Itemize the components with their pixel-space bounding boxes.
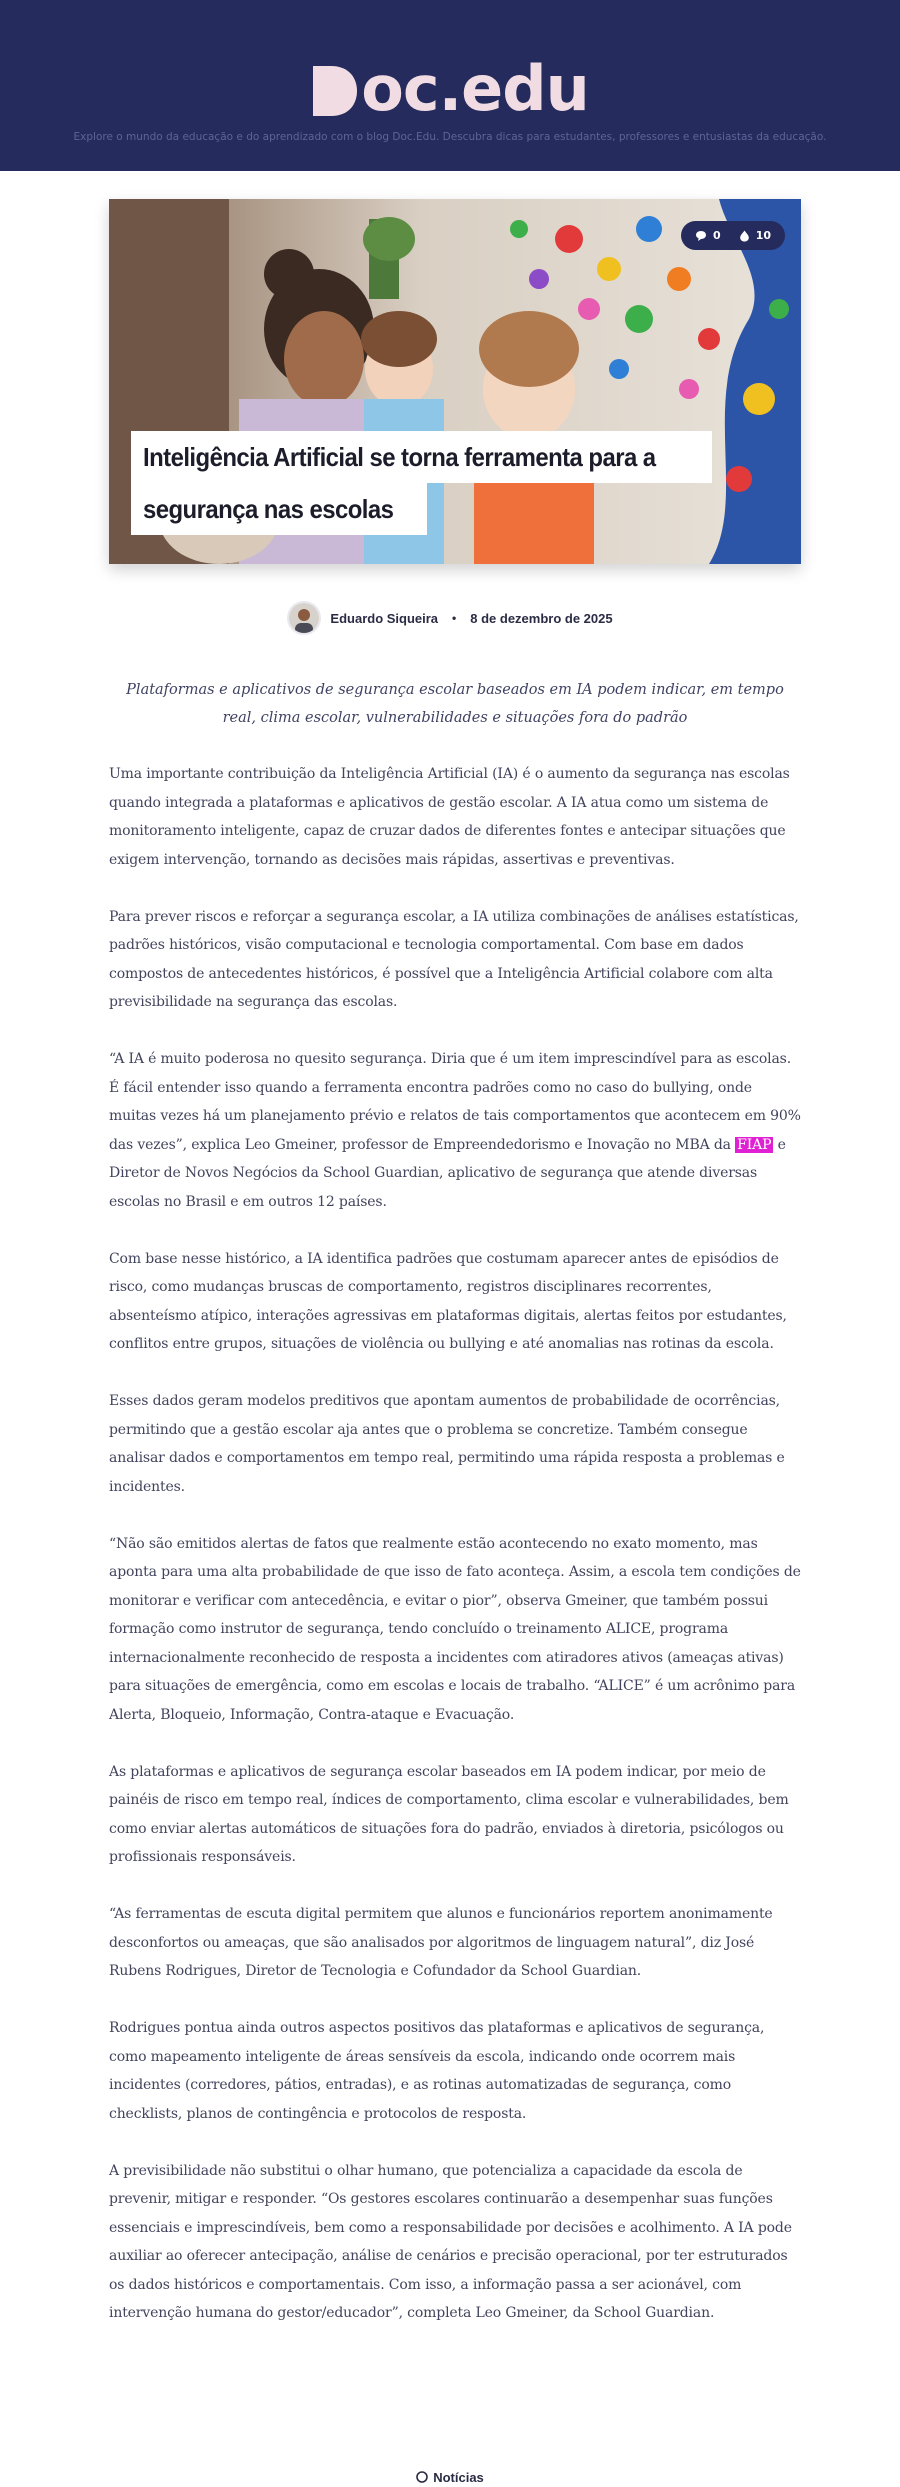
likes-count: 10 (755, 229, 771, 242)
article-meta (0, 600, 900, 636)
author-avatar[interactable] (287, 601, 321, 635)
paragraph: Para prever riscos e reforçar a segurança escolar, a IA utiliza combinações de análises estatísticas, padrões históricos, visão computacional e tecnologia comportamental. Com base em dados compostos de antecedentes históricos, é possível que a Inteligência Artificial colabore com alta previsibilidade na segurança das escolas. (109, 908, 799, 1010)
article-title (131, 431, 731, 535)
article-body (109, 760, 801, 2356)
paragraph: A previsibilidade não substitui o olhar humano, que potencializa a capacidade da escola de prevenir, mitigar e responder. “Os gestores escolares continuarão a desempenhar suas funções essenciais e imprescindíveis, bem como a responsabilidade por decisões e acolhimento. A IA pode auxiliar ao oferecer antecipação, análise de cenários e precisão operacional, por ter estruturados os dados históricos e comportamentais. Com isso, a informação passa a ser acionável, com intervenção humana do gestor/educador”, completa Leo Gmeiner, da School Guardian. (109, 2162, 792, 2321)
highlighted-term: FIAP (737, 1136, 772, 1153)
paragraph: “Não são emitidos alertas de fatos que realmente estão acontecendo no exato momento, mas aponta para uma alta probabilidade de que isso de fato aconteça. Assim, a escola tem condições de monitorar e verificar com antecedência, e evitar o pior”, observa Gmeiner, que também possui formação como instrutor de segurança, tendo concluído o treinamento ALICE, programa internacionalmente reconhecido de resposta a incidentes com atiradores ativos (ameaças ativas) para situações de emergência, como em escolas e locais de trabalho. “ALICE” é um acrônimo para Alerta, Bloqueio, Informação, Contra-ataque e Evacuação. (109, 1535, 801, 1723)
article-lead: Plataformas e aplicativos de segurança escolar baseados em IA podem indicar, em tempo real, clima escolar, vulnerabilidades e situações fora do padrão (126, 682, 784, 726)
paragraph: “As ferramentas de escuta digital permitem que alunos e funcionários reportem anonimamente desconfortos ou ameaças, que são analisados por algoritmos de linguagem natural”, diz José Rubens Rodrigues, Diretor de Tecnologia e Cofundador da School Guardian. (109, 1906, 773, 1979)
title-line-1-box (131, 431, 712, 483)
comments-count: 0 (713, 229, 721, 242)
comment-icon (695, 230, 707, 242)
site-header (0, 0, 900, 171)
like-icon (739, 230, 750, 242)
publish-date: 8 de dezembro de 2025 (470, 610, 613, 626)
meta-separator: • (452, 611, 457, 625)
logo-d-mark (311, 64, 359, 118)
logo-text: oc.edu (361, 52, 589, 125)
paragraph: Com base nesse histórico, a IA identifica padrões que costumam aparecer antes de episódios de risco, como mudanças bruscas de comportamento, registros disciplinares recorrentes, absenteísmo atípico, interações agressivas em plataformas digitais, alertas feitos por estudantes, conflitos entre grupos, situações de violência ou bullying e até anomalias nas rotinas da escola. (109, 1250, 787, 1352)
title-line-1: Inteligência Artificial se torna ferramenta para a (143, 442, 656, 472)
paragraph: Esses dados geram modelos preditivos que apontam aumentos de probabilidade de ocorrências, permitindo que a gestão escolar aja antes que o problema se concretize. Também consegue analisar dados e comportamentos em tempo real, permitindo uma rápida resposta a problemas e incidentes. (109, 1393, 785, 1495)
site-tagline: Explore o mundo da educação e do aprendizado com o blog Doc.Edu. Descubra dicas para estudantes, professores e entusiastas da educação. (73, 131, 827, 143)
paragraph: Rodrigues pontua ainda outros aspectos positivos das plataformas e aplicativos de segurança, como mapeamento inteligente de áreas sensíveis da escola, indicando onde ocorrem mais incidentes (corredores, pátios, entradas), e as rotinas automatizadas de segurança, como checklists, planos de contingência e protocolos de resposta. (109, 2020, 765, 2122)
category-label: Notícias (433, 2470, 484, 2485)
tag-icon (416, 2471, 428, 2483)
paragraph-text: “A IA é muito poderosa no quesito segurança. Diria que é um item imprescindível para as escolas. É fácil entender isso quando a ferramenta encontra padrões como no caso do bullying, onde muitas vezes há um planejamento prévio e relatos de tais comportamentos que acontecem em 90% das vezes”, explica Leo Gmeiner, professor de Empreendedorismo e Inovação no MBA da (109, 1051, 801, 1153)
hero-image-card[interactable] (109, 199, 801, 564)
title-line-2: segurança nas escolas (143, 494, 394, 524)
engagement-badge[interactable] (681, 221, 785, 250)
category-tag[interactable] (0, 2470, 900, 2485)
paragraph-text: e Diretor de Novos Negócios da School Guardian, aplicativo de segurança que atende diversas escolas no Brasil e em outros 12 países. (109, 1136, 786, 1210)
author-name[interactable]: Eduardo Siqueira (330, 610, 439, 626)
title-line-2-box (131, 483, 427, 535)
paragraph: Uma importante contribuição da Inteligência Artificial (IA) é o aumento da segurança nas escolas quando integrada a plataformas e aplicativos de gestão escolar. A IA atua como um sistema de monitoramento inteligente, capaz de cruzar dados de diferentes fontes e antecipar situações que exigem intervenção, tornando as decisões mais rápidas, assertivas e preventivas. (109, 766, 790, 868)
site-logo[interactable] (0, 52, 900, 125)
paragraph (109, 1045, 801, 1216)
paragraph: As plataformas e aplicativos de segurança escolar baseados em IA podem indicar, por meio de painéis de risco em tempo real, índices de comportamento, clima escolar e vulnerabilidades, bem como enviar alertas automáticos de situações fora do padrão, enviados à diretoria, psicólogos ou profissionais responsáveis. (109, 1763, 789, 1865)
